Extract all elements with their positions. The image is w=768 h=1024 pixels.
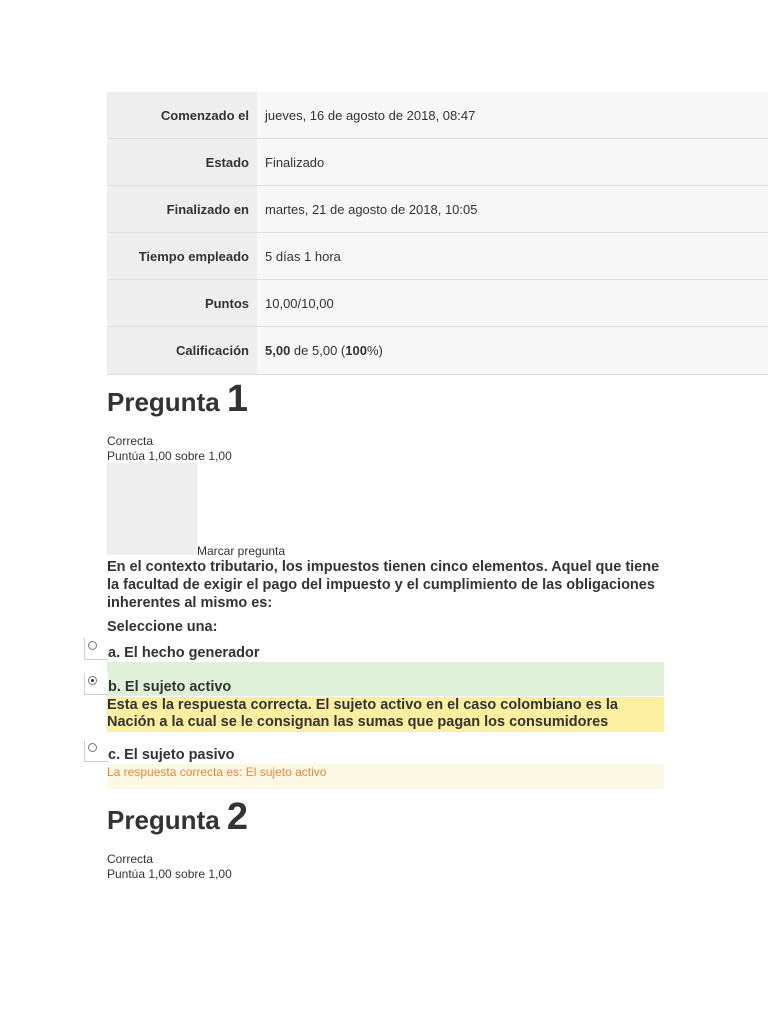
question-number: 2 — [226, 796, 249, 838]
answer-b-radio[interactable] — [84, 673, 108, 695]
summary-label: Tiempo empleado — [107, 233, 257, 280]
answer-prompt: Seleccione una: — [107, 619, 218, 635]
answer-c-radio[interactable] — [84, 740, 108, 762]
summary-label: Finalizado en — [107, 186, 257, 233]
summary-label: Estado — [107, 139, 257, 186]
grade-of: de 5,00 ( — [290, 343, 346, 358]
radio-checked-icon — [88, 676, 97, 685]
question-heading-label: Pregunta — [107, 805, 220, 835]
summary-row-time-taken — [107, 233, 768, 280]
summary-label: Puntos — [107, 280, 257, 327]
question-1-heading — [107, 380, 248, 418]
question-2-heading — [107, 798, 248, 836]
summary-value: jueves, 16 de agosto de 2018, 08:47 — [257, 92, 768, 139]
summary-label: Calificación — [107, 327, 257, 375]
flag-question-icon[interactable] — [107, 463, 197, 555]
grade-value: 5,00 — [265, 343, 291, 358]
summary-value: 5 días 1 hora — [257, 233, 768, 280]
question-1-info — [107, 434, 232, 464]
question-grade: Puntúa 1,00 sobre 1,00 — [107, 449, 232, 463]
summary-row-points — [107, 280, 768, 327]
answer-a-radio[interactable] — [84, 638, 108, 660]
summary-row-started — [107, 92, 768, 139]
question-state: Correcta — [107, 852, 154, 866]
answer-c-label[interactable]: c. El sujeto pasivo — [108, 747, 235, 763]
summary-label: Comenzado el — [107, 92, 257, 139]
radio-icon — [88, 743, 97, 752]
summary-row-state — [107, 139, 768, 186]
summary-value: 10,00/10,00 — [257, 280, 768, 327]
answer-a-label[interactable]: a. El hecho generador — [108, 645, 260, 661]
question-heading-label: Pregunta — [107, 387, 220, 417]
summary-value: martes, 21 de agosto de 2018, 10:05 — [257, 186, 768, 233]
flag-question-link[interactable]: Marcar pregunta — [197, 544, 286, 558]
summary-row-grade — [107, 327, 768, 375]
answer-b-label[interactable]: b. El sujeto activo — [108, 679, 232, 695]
question-state: Correcta — [107, 434, 154, 448]
summary-value: Finalizado — [257, 139, 768, 186]
question-2-info — [107, 852, 232, 882]
question-text: En el contexto tributario, los impuestos tienen cinco elementos. Aquel que tiene la facultad de exigir el pago del impuesto y el cumplimiento de las obligaciones inherentes al mismo es: — [107, 559, 660, 611]
radio-icon — [88, 641, 97, 650]
summary-row-finished — [107, 186, 768, 233]
summary-value — [257, 327, 768, 375]
right-answer-text: La respuesta correcta es: El sujeto activo — [107, 764, 664, 789]
question-grade: Puntúa 1,00 sobre 1,00 — [107, 867, 232, 881]
quiz-summary-table — [107, 92, 768, 375]
answer-feedback: Esta es la respuesta correcta. El sujeto activo en el caso colombiano es la Nación a la cual se le consignan las sumas que pagan los consumidores — [107, 697, 664, 732]
grade-percent: 100 — [345, 343, 367, 358]
question-number: 1 — [226, 378, 249, 420]
grade-suffix: %) — [366, 343, 383, 358]
